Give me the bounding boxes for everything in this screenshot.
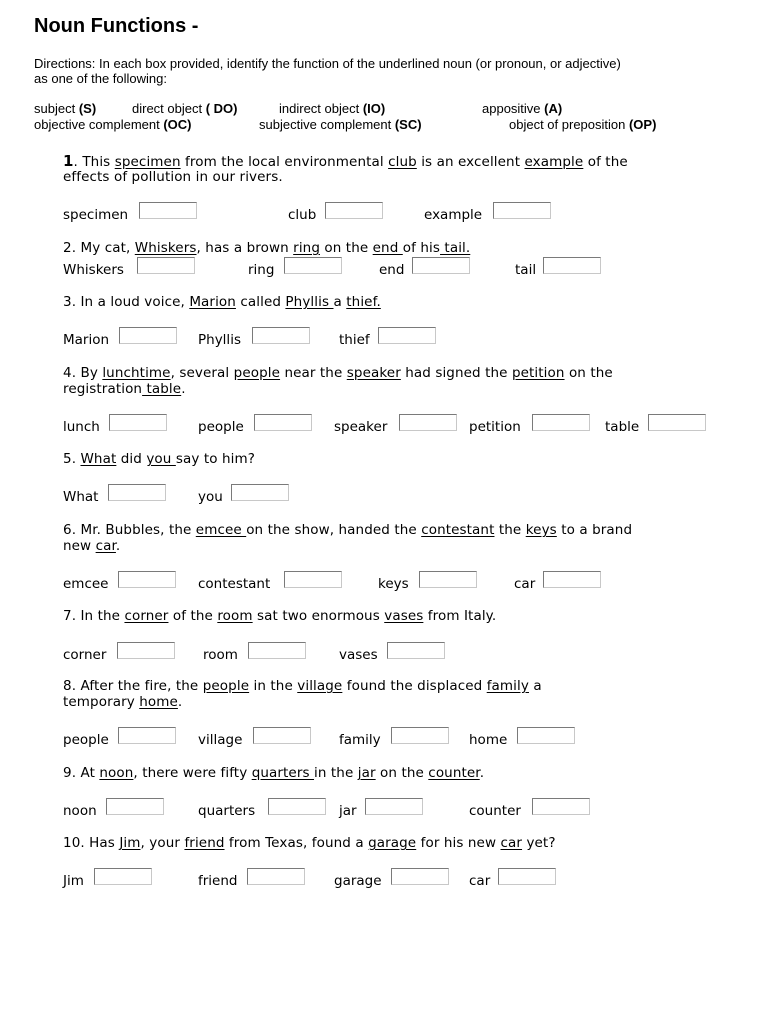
answer-box[interactable] xyxy=(543,571,601,588)
question-1-line-1: 1. This specimen from the local environmental club is an excellent example of the xyxy=(63,152,628,170)
question-8-line-2: temporary home. xyxy=(63,694,183,710)
answer-box[interactable] xyxy=(139,202,197,219)
answer-label: tail xyxy=(515,262,537,278)
legend-objective-complement: objective complement (OC) xyxy=(34,117,192,132)
answer-label: table xyxy=(605,419,640,435)
answer-box[interactable] xyxy=(399,414,457,431)
answer-label: club xyxy=(288,207,317,223)
answer-box[interactable] xyxy=(378,327,436,344)
answer-box[interactable] xyxy=(284,571,342,588)
answer-box[interactable] xyxy=(391,868,449,885)
answer-label: people xyxy=(198,419,244,435)
question-6-line-2: new car. xyxy=(63,538,121,554)
answer-box[interactable] xyxy=(118,571,176,588)
answer-label: Marion xyxy=(63,332,110,348)
answer-label: speaker xyxy=(334,419,388,435)
answer-label: ring xyxy=(248,262,275,278)
answer-box[interactable] xyxy=(247,868,305,885)
question-2-line-1: 2. My cat, Whiskers, has a brown ring on the end of his tail. xyxy=(63,240,471,256)
answer-label: petition xyxy=(469,419,521,435)
answer-label: Whiskers xyxy=(63,262,124,278)
answer-box[interactable] xyxy=(117,642,175,659)
answer-box[interactable] xyxy=(252,327,310,344)
answer-box[interactable] xyxy=(498,868,556,885)
answer-box[interactable] xyxy=(137,257,195,274)
question-6-line-1: 6. Mr. Bubbles, the emcee on the show, handed the contestant the keys to a brand xyxy=(63,522,633,538)
directions-line-1: Directions: In each box provided, identify the function of the underlined noun (or pronoun, or adjective) xyxy=(34,56,621,71)
answer-box[interactable] xyxy=(119,327,177,344)
answer-box[interactable] xyxy=(532,798,590,815)
answer-label: car xyxy=(469,873,491,889)
answer-label: room xyxy=(203,647,238,663)
answer-box[interactable] xyxy=(532,414,590,431)
page-title: Noun Functions - xyxy=(34,15,199,37)
answer-box[interactable] xyxy=(118,727,176,744)
answer-label: counter xyxy=(469,803,521,819)
answer-label: friend xyxy=(198,873,238,889)
answer-label: quarters xyxy=(198,803,256,819)
answer-box[interactable] xyxy=(253,727,311,744)
question-4-line-1: 4. By lunchtime, several people near the speaker had signed the petition on the xyxy=(63,365,613,381)
answer-box[interactable] xyxy=(387,642,445,659)
question-3-line-1: 3. In a loud voice, Marion called Phyllis a thief. xyxy=(63,294,381,310)
answer-box[interactable] xyxy=(365,798,423,815)
answer-box[interactable] xyxy=(517,727,575,744)
answer-label: family xyxy=(339,732,381,748)
directions-line-2: as one of the following: xyxy=(34,71,167,86)
question-1-line-2: effects of pollution in our rivers. xyxy=(63,169,283,185)
question-8-line-1: 8. After the fire, the people in the village found the displaced family a xyxy=(63,678,542,694)
answer-label: noon xyxy=(63,803,97,819)
answer-label: example xyxy=(424,207,483,223)
answer-label: Jim xyxy=(63,873,84,889)
legend-direct-object: direct object ( DO) xyxy=(132,101,238,116)
answer-label: What xyxy=(63,489,99,505)
answer-box[interactable] xyxy=(543,257,601,274)
answer-label: end xyxy=(379,262,405,278)
answer-label: people xyxy=(63,732,109,748)
question-4-line-2: registration table. xyxy=(63,381,186,397)
answer-label: jar xyxy=(339,803,357,819)
answer-box[interactable] xyxy=(94,868,152,885)
answer-label: Phyllis xyxy=(198,332,241,348)
answer-label: corner xyxy=(63,647,107,663)
answer-box[interactable] xyxy=(284,257,342,274)
answer-box[interactable] xyxy=(648,414,706,431)
answer-box[interactable] xyxy=(106,798,164,815)
legend-indirect-object: indirect object (IO) xyxy=(279,101,386,116)
legend-subjective-complement: subjective complement (SC) xyxy=(259,117,422,132)
answer-box[interactable] xyxy=(412,257,470,274)
answer-label: vases xyxy=(339,647,378,663)
question-10-line-1: 10. Has Jim, your friend from Texas, found a garage for his new car yet? xyxy=(63,835,556,851)
answer-label: car xyxy=(514,576,536,592)
answer-label: specimen xyxy=(63,207,129,223)
answer-box[interactable] xyxy=(419,571,477,588)
question-7-line-1: 7. In the corner of the room sat two enormous vases from Italy. xyxy=(63,608,497,624)
answer-label: home xyxy=(469,732,508,748)
answer-box[interactable] xyxy=(493,202,551,219)
answer-label: you xyxy=(198,489,223,505)
answer-label: lunch xyxy=(63,419,100,435)
answer-label: village xyxy=(198,732,243,748)
answer-box[interactable] xyxy=(248,642,306,659)
answer-label: emcee xyxy=(63,576,109,592)
answer-box[interactable] xyxy=(391,727,449,744)
answer-label: keys xyxy=(378,576,409,592)
legend-subject: subject (S) xyxy=(34,101,97,116)
answer-box[interactable] xyxy=(231,484,289,501)
answer-label: contestant xyxy=(198,576,271,592)
legend-appositive: appositive (A) xyxy=(482,101,563,116)
question-9-line-1: 9. At noon, there were fifty quarters in the jar on the counter. xyxy=(63,765,485,781)
question-5-line-1: 5. What did you say to him? xyxy=(63,451,255,467)
answer-box[interactable] xyxy=(268,798,326,815)
answer-label: thief xyxy=(339,332,370,348)
answer-label: garage xyxy=(334,873,382,889)
answer-box[interactable] xyxy=(109,414,167,431)
answer-box[interactable] xyxy=(108,484,166,501)
answer-box[interactable] xyxy=(325,202,383,219)
answer-box[interactable] xyxy=(254,414,312,431)
legend-object-of-preposition: object of preposition (OP) xyxy=(509,117,657,132)
